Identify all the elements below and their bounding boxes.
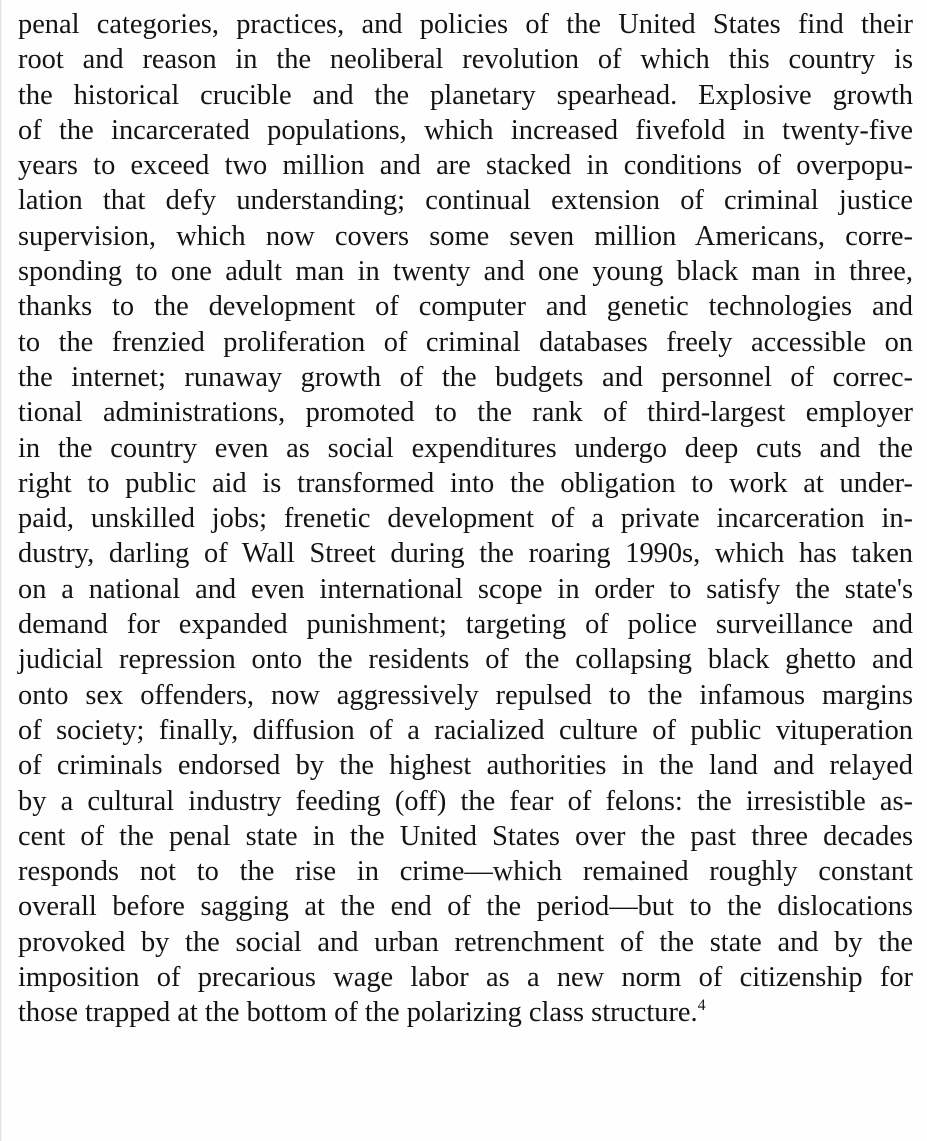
- text-line: penal categories, practices, and policies of the United States find their: [18, 9, 913, 40]
- text-line: right to public aid is transformed into the obligation to work at under-: [18, 467, 913, 499]
- text-line: supervision, which now covers some seven million Americans, corre-: [18, 220, 913, 252]
- text-line: dustry, darling of Wall Street during the roaring 1990s, which has taken: [18, 538, 913, 570]
- text-line: root and reason in the neoliberal revolution of which this country is: [18, 44, 913, 76]
- text-line: years to exceed two million and are stacked in conditions of overpopu-: [18, 150, 913, 182]
- text-line: responds not to the rise in crime—which remained roughly constant: [18, 856, 913, 888]
- text-line: by a cultural industry feeding (off) the fear of felons: the irresistible as-: [18, 785, 913, 817]
- text-line: of criminals endorsed by the highest authorities in the land and relayed: [18, 750, 913, 782]
- text-line: the internet; runaway growth of the budgets and personnel of correc-: [18, 361, 913, 393]
- text-line: judicial repression onto the residents of the collapsing black ghetto and: [18, 644, 913, 676]
- text-line-final: [18, 995, 913, 1030]
- text-line: of the incarcerated populations, which increased fivefold in twenty-five: [18, 114, 913, 146]
- footnote-marker[interactable]: 4: [697, 997, 706, 1015]
- body-paragraph: [18, 7, 913, 1031]
- text-line: overall before sagging at the end of the period—but to the dislocations: [18, 891, 913, 923]
- text-line: the historical crucible and the planetary spearhead. Explosive growth: [18, 79, 913, 111]
- text-line: paid, unskilled jobs; frenetic development of a private incarceration in-: [18, 503, 913, 535]
- text-line: lation that defy understanding; continual extension of criminal justice: [18, 185, 913, 217]
- text-line: to the frenzied proliferation of criminal databases freely accessible on: [18, 326, 913, 358]
- final-line-text: those trapped at the bottom of the polarizing class structure.: [18, 997, 698, 1029]
- text-line: imposition of precarious wage labor as a new norm of citizenship for: [18, 962, 913, 994]
- text-line: in the country even as social expenditures undergo deep cuts and the: [18, 432, 913, 464]
- text-line: demand for expanded punishment; targeting of police surveillance and: [18, 609, 913, 641]
- text-line: tional administrations, promoted to the rank of third-largest employer: [18, 397, 913, 429]
- text-line: onto sex offenders, now aggressively repulsed to the infamous margins: [18, 679, 913, 711]
- text-line: sponding to one adult man in twenty and one young black man in three,: [18, 256, 913, 288]
- text-line: cent of the penal state in the United States over the past three decades: [18, 820, 913, 852]
- text-line: of society; finally, diffusion of a racialized culture of public vituperation: [18, 714, 913, 746]
- text-line: thanks to the development of computer and genetic technologies and: [18, 291, 913, 323]
- scan-edge-shadow: [0, 0, 2, 1141]
- text-line: on a national and even international scope in order to satisfy the state's: [18, 573, 913, 605]
- text-line: provoked by the social and urban retrenchment of the state and by the: [18, 926, 913, 958]
